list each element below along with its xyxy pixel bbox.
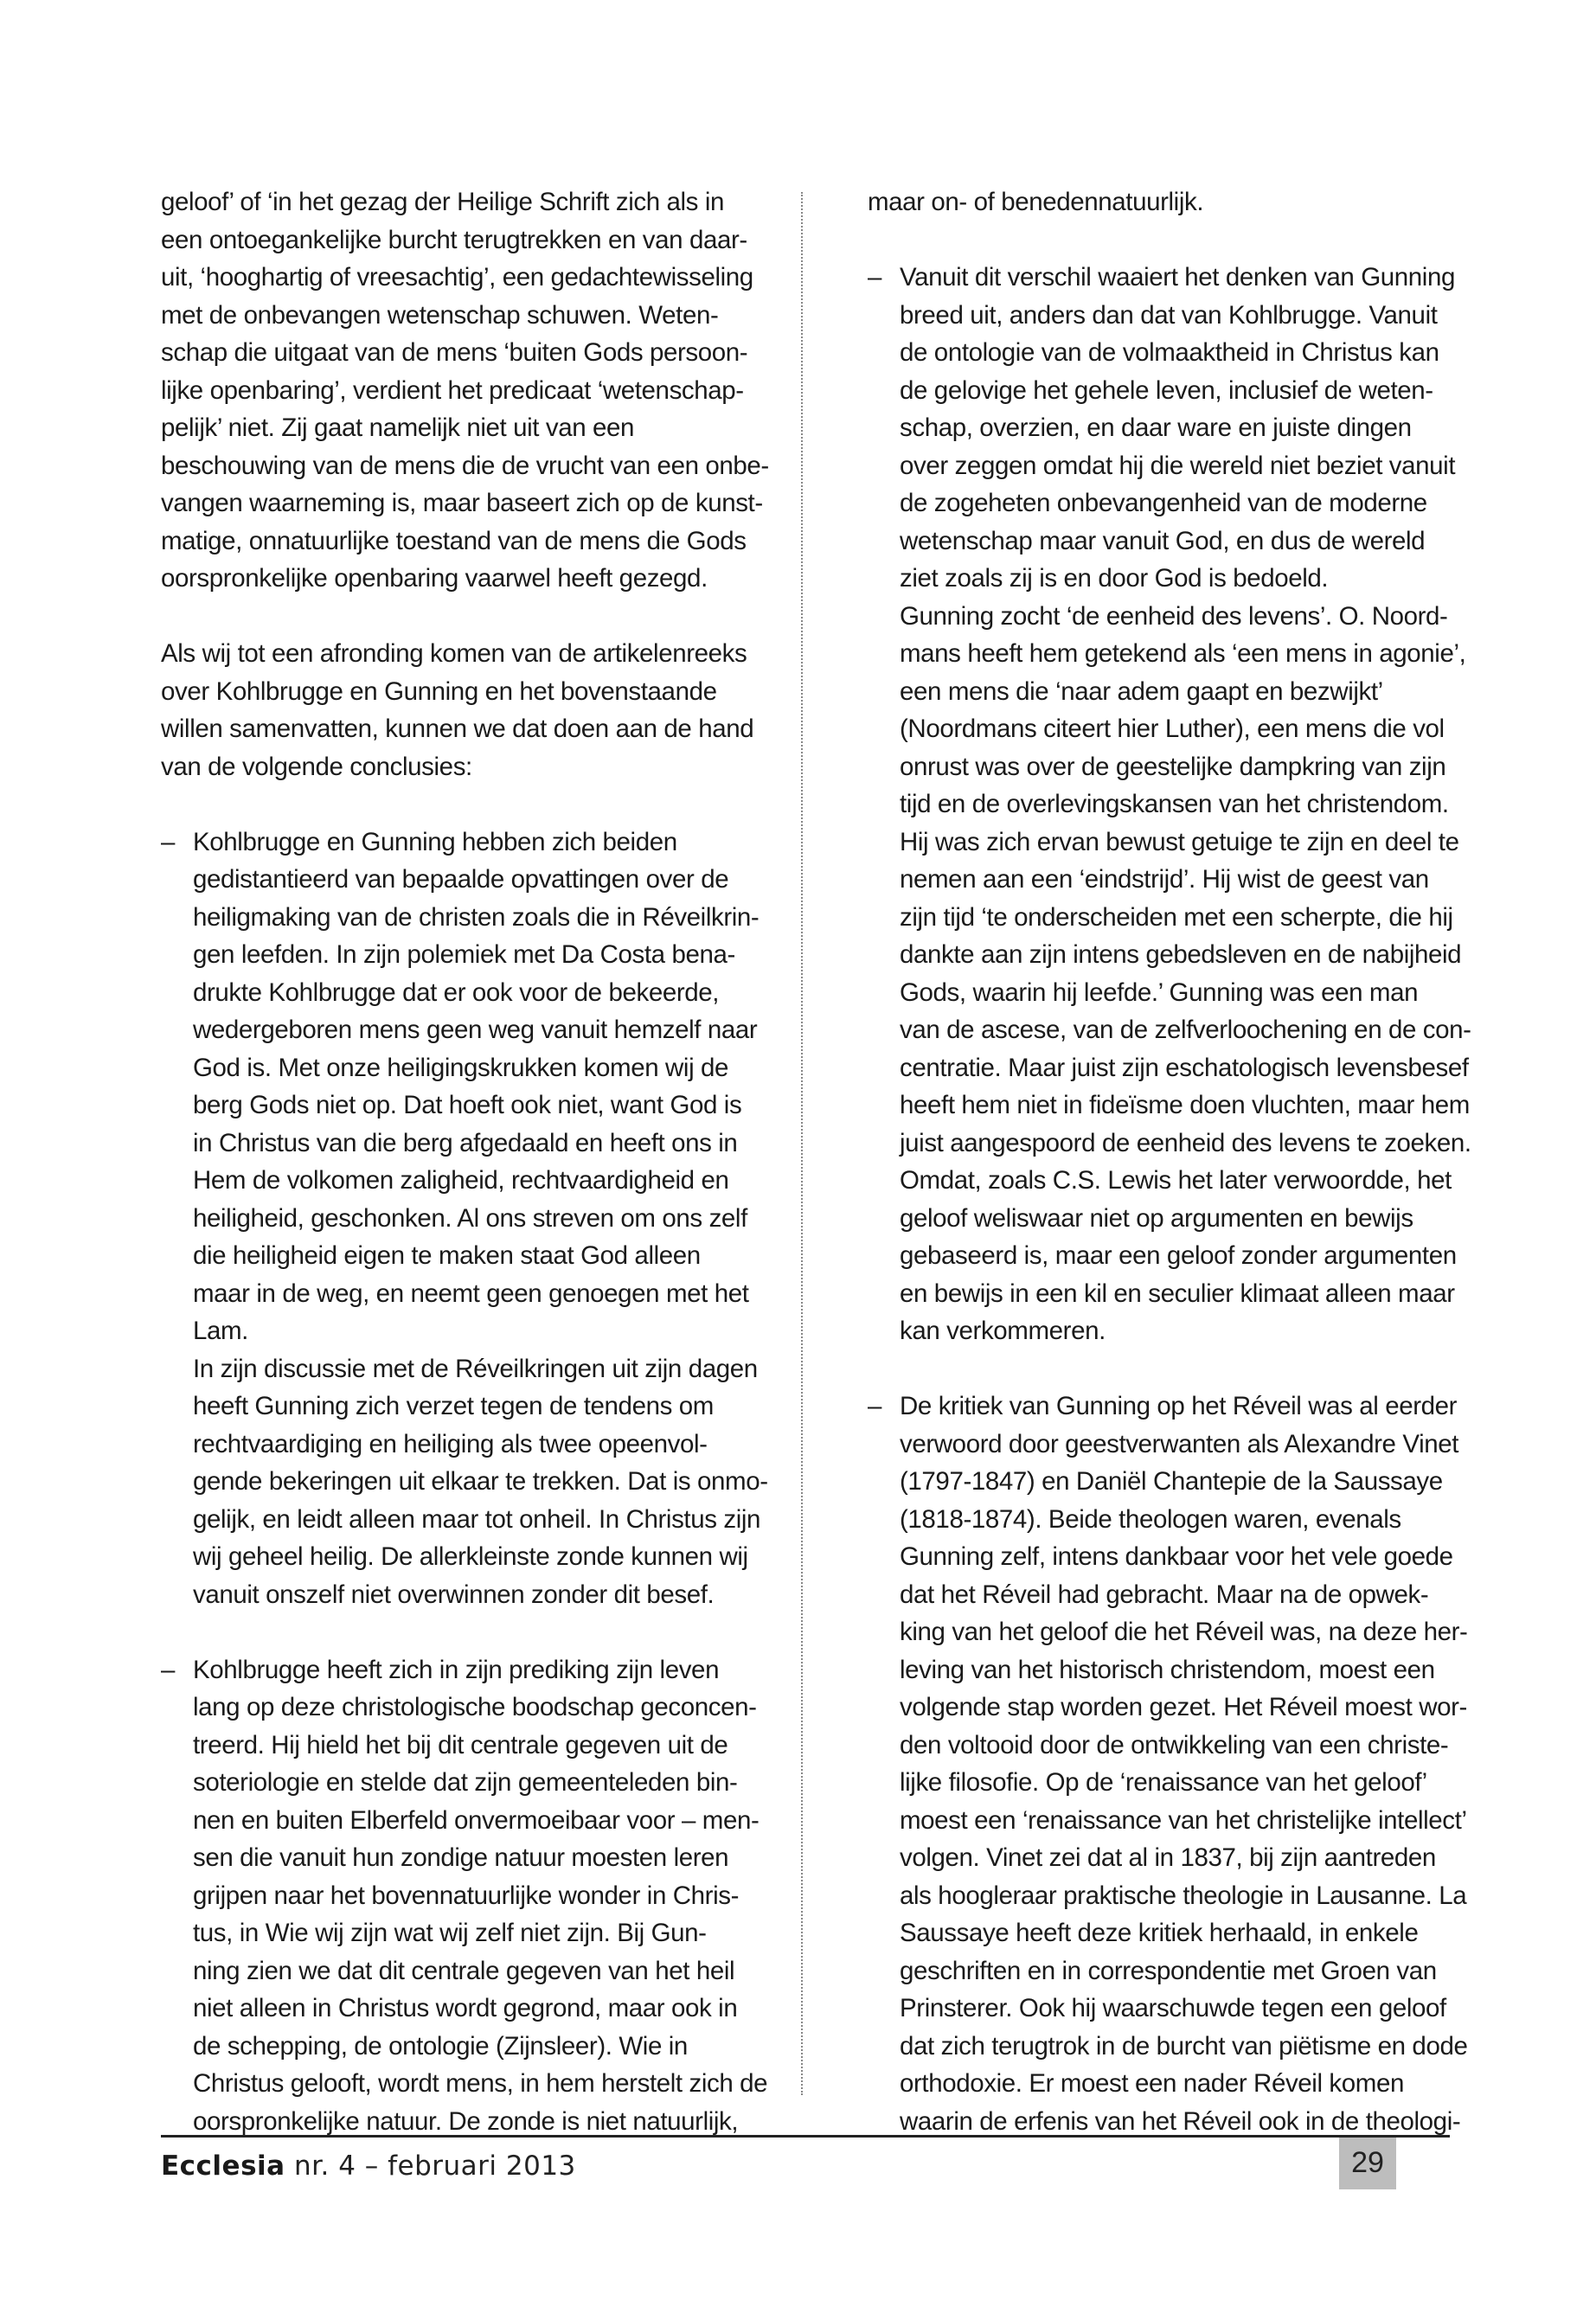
- text-line: heiligmaking van de christen zoals die in Réveilkrin-: [193, 902, 760, 932]
- text-line: dat het Réveil had gebracht. Maar na de opwek-: [900, 1580, 1429, 1609]
- text-line: heiligheid, geschonken. Al ons streven om ons zelf: [193, 1203, 747, 1233]
- text-line: vangen waarneming is, maar baseert zich op de kunst-: [161, 489, 763, 517]
- text-line: soteriologie en stelde dat zijn gemeenteleden bin-: [193, 1768, 738, 1797]
- text-line: waarin de erfenis van het Réveil ook in de theologi-: [900, 2106, 1461, 2136]
- text-line: (1818-1874). Beide theologen waren, evenals: [900, 1504, 1401, 1534]
- text-line: volgen. Vinet zei dat al in 1837, bij zijn aantreden: [900, 1843, 1436, 1872]
- text-line: die heiligheid eigen te maken staat God alleen: [193, 1241, 701, 1270]
- text-line: lang op deze christologische boodschap geconcen-: [193, 1693, 757, 1721]
- text-line: wij geheel heilig. De allerkleinste zonde kunnen wij: [193, 1542, 748, 1571]
- text-line: een ontoegankelijke burcht terugtrekken en van daar-: [161, 225, 747, 254]
- text-line: dankte aan zijn intens gebedsleven en de nabijheid: [900, 940, 1462, 969]
- list-item: [868, 1388, 1468, 2140]
- text-line: Hem de volkomen zaligheid, rechtvaardigheid en: [193, 1166, 729, 1195]
- text-line: geloof’ of ‘in het gezag der Heilige Schrift zich als in: [161, 188, 724, 216]
- text-line: Omdat, zoals C.S. Lewis het later verwoordde, het: [900, 1166, 1452, 1195]
- text-line: een mens die ‘naar adem gaapt en bezwijkt’: [900, 676, 1383, 706]
- list-item: [868, 259, 1471, 1350]
- text-line: Gunning zocht ‘de eenheid des levens’. O. Noord-: [900, 601, 1448, 631]
- text-line: mans heeft hem getekend als ‘een mens in agonie’,: [900, 639, 1466, 668]
- text-line: sen die vanuit hun zondige natuur moesten leren: [193, 1843, 729, 1872]
- text-line: over zeggen omdat hij die wereld niet beziet vanuit: [900, 451, 1456, 480]
- text-line: uit, ‘hooghartig of vreesachtig’, een gedachtewisseling: [161, 263, 753, 292]
- text-line: Saussaye heeft deze kritiek herhaald, in enkele: [900, 1919, 1419, 1947]
- text-line: (1797-1847) en Daniël Chantepie de la Saussaye: [900, 1467, 1443, 1496]
- text-line: Vanuit dit verschil waaiert het denken van Gunning: [900, 263, 1455, 292]
- text-line: gebaseerd is, maar een geloof zonder argumenten: [900, 1241, 1457, 1270]
- text-line: van de ascese, van de zelfverloochening en de con-: [900, 1016, 1471, 1044]
- list-dash: –: [161, 827, 176, 856]
- text-line: treerd. Hij hield het bij dit centrale gegeven uit de: [193, 1730, 728, 1759]
- paragraph: [161, 183, 784, 598]
- footer-publication: [161, 2150, 576, 2182]
- text-line: van de volgende conclusies:: [161, 752, 472, 781]
- text-line: beschouwing van de mens die de vrucht van een onbe-: [161, 451, 769, 480]
- text-line: Kohlbrugge heeft zich in zijn prediking zijn leven: [193, 1655, 720, 1684]
- paragraph: [868, 183, 1465, 221]
- text-line: rechtvaardiging en heiliging als twee opeenvol-: [193, 1429, 708, 1458]
- page-number: 29: [1339, 2138, 1396, 2189]
- text-line: dat zich terugtrok in de burcht van piëtisme en dode: [900, 2031, 1468, 2061]
- text-line: lijke openbaring’, verdient het predicaat ‘wetenschap-: [161, 375, 744, 405]
- text-line: nemen aan een ‘eindstrijd’. Hij wist de geest van: [900, 865, 1429, 894]
- issue-info: nr. 4 – februari 2013: [293, 2150, 576, 2182]
- text-line: breed uit, anders dan dat van Kohlbrugge. Vanuit: [900, 300, 1438, 330]
- text-line: Prinsterer. Ook hij waarschuwde tegen een geloof: [900, 1994, 1446, 2022]
- text-line: gen leefden. In zijn polemiek met Da Costa bena-: [193, 940, 735, 969]
- text-line: oorspronkelijke openbaring vaarwel heeft gezegd.: [161, 564, 708, 593]
- text-line: wedergeboren mens geen weg vanuit hemzelf naar: [193, 1016, 758, 1044]
- text-line: Kohlbrugge en Gunning hebben zich beiden: [193, 827, 677, 856]
- right-column: [868, 183, 1471, 2140]
- text-line: kan verkommeren.: [900, 1317, 1106, 1345]
- text-line: de schepping, de ontologie (Zijnsleer). Wie in: [193, 2031, 688, 2061]
- text-line: vanuit onszelf niet overwinnen zonder dit besef.: [193, 1580, 715, 1609]
- text-line: Gods, waarin hij leefde.’ Gunning was een man: [900, 977, 1419, 1007]
- text-line: lijke filosofie. Op de ‘renaissance van het geloof’: [900, 1768, 1427, 1797]
- text-line: (Noordmans citeert hier Luther), een mens die vol: [900, 715, 1445, 743]
- text-line: verwoord door geestverwanten als Alexandre Vinet: [900, 1429, 1459, 1458]
- text-line: De kritiek van Gunning op het Réveil was al eerder: [900, 1392, 1458, 1420]
- text-line: tijd en de overlevingskansen van het christendom.: [900, 790, 1449, 818]
- text-line: schap, overzien, en daar ware en juiste dingen: [900, 413, 1412, 442]
- text-line: nen en buiten Elberfeld onvermoeibaar voor – men-: [193, 1805, 760, 1835]
- paragraph: [161, 635, 784, 785]
- text-line: heeft hem niet in fideïsme doen vluchten, maar hem: [900, 1091, 1470, 1119]
- text-line: God is. Met onze heiligingskrukken komen wij de: [193, 1053, 729, 1082]
- text-line: orthodoxie. Er moest een nader Réveil komen: [900, 2069, 1404, 2098]
- text-line: pelijk’ niet. Zij gaat namelijk niet uit van een: [161, 413, 635, 442]
- text-line: oorspronkelijke natuur. De zonde is niet natuurlijk,: [193, 2106, 739, 2136]
- text-line: Christus gelooft, wordt mens, in hem herstelt zich de: [193, 2069, 768, 2098]
- list-dash: –: [161, 1655, 176, 1684]
- footer-rule: [161, 2135, 1450, 2138]
- text-line: willen samenvatten, kunnen we dat doen aan de hand: [161, 715, 754, 743]
- left-column: [161, 183, 784, 2140]
- text-line: wetenschap maar vanuit God, en dus de wereld: [900, 526, 1426, 555]
- paragraph-gap: [161, 1613, 784, 1651]
- text-line: ning zien we dat dit centrale gegeven van het heil: [193, 1956, 735, 1985]
- text-line: Lam.: [193, 1317, 248, 1345]
- text-line: onrust was over de geestelijke dampkring van zijn: [900, 752, 1446, 781]
- column-divider: [801, 192, 803, 2095]
- text-line: gelijk, en leidt alleen maar tot onheil. In Christus zijn: [193, 1504, 761, 1534]
- text-line: als hoogleraar praktische theologie in Lausanne. La: [900, 1881, 1467, 1910]
- text-line: In zijn discussie met de Réveilkringen uit zijn dagen: [193, 1354, 758, 1383]
- text-line: Gunning zelf, intens dankbaar voor het vele goede: [900, 1542, 1453, 1571]
- text-line: en bewijs in een kil en seculier klimaat alleen maar: [900, 1279, 1455, 1308]
- paragraph-gap: [868, 221, 1465, 260]
- text-line: Hij was zich ervan bewust getuige te zijn en deel te: [900, 827, 1459, 856]
- text-line: den voltooid door de ontwikkeling van een christe-: [900, 1730, 1449, 1759]
- text-line: zijn tijd ‘te onderscheiden met een scherpte, die hij: [900, 902, 1453, 932]
- text-line: Als wij tot een afronding komen van de artikelenreeks: [161, 639, 747, 668]
- text-line: de zogeheten onbevangenheid van de moderne: [900, 489, 1427, 517]
- text-line: heeft Gunning zich verzet tegen de tendens om: [193, 1392, 714, 1420]
- text-line: berg Gods niet op. Dat hoeft ook niet, want God is: [193, 1091, 742, 1119]
- text-line: grijpen naar het bovennatuurlijke wonder in Chris-: [193, 1881, 740, 1910]
- text-line: geschriften en in correspondentie met Groen van: [900, 1956, 1437, 1985]
- text-line: maar in de weg, en neemt geen genoegen met het: [193, 1279, 749, 1308]
- text-line: gende bekeringen uit elkaar te trekken. Dat is onmo-: [193, 1467, 768, 1496]
- text-line: drukte Kohlbrugge dat er ook voor de bekeerde,: [193, 977, 720, 1007]
- text-line: de gelovige het gehele leven, inclusief de weten-: [900, 375, 1433, 405]
- list-dash: –: [868, 1392, 882, 1420]
- text-line: de ontologie van de volmaaktheid in Christus kan: [900, 338, 1439, 367]
- text-line: gedistantieerd van bepaalde opvattingen over de: [193, 865, 729, 894]
- text-line: volgende stap worden gezet. Het Réveil moest wor-: [900, 1693, 1467, 1721]
- text-line: juist aangespoord de eenheid des levens te zoeken.: [900, 1128, 1471, 1157]
- paragraph-gap: [868, 1350, 1465, 1388]
- text-line: in Christus van die berg afgedaald en heeft ons in: [193, 1128, 738, 1157]
- text-line: schap die uitgaat van de mens ‘buiten Gods persoon-: [161, 338, 748, 367]
- magazine-name: Ecclesia: [161, 2150, 285, 2182]
- list-item: [161, 1651, 784, 2141]
- list-item: [161, 824, 784, 1614]
- text-line: moest een ‘renaissance van het christelijke intellect’: [900, 1805, 1467, 1835]
- text-line: matige, onnatuurlijke toestand van de mens die Gods: [161, 526, 747, 555]
- text-line: tus, in Wie wij zijn wat wij zelf niet zijn. Bij Gun-: [193, 1919, 707, 1947]
- text-line: met de onbevangen wetenschap schuwen. Weten-: [161, 300, 719, 330]
- text-line: niet alleen in Christus wordt gegrond, maar ook in: [193, 1994, 738, 2022]
- paragraph-gap: [161, 785, 784, 824]
- text-line: leving van het historisch christendom, moest een: [900, 1655, 1435, 1684]
- text-line: ziet zoals zij is en door God is bedoeld.: [900, 564, 1329, 593]
- paragraph-gap: [161, 598, 784, 636]
- text-line: geloof weliswaar niet op argumenten en bewijs: [900, 1203, 1413, 1233]
- text-line: over Kohlbrugge en Gunning en het bovenstaande: [161, 676, 717, 706]
- text-line: maar on- of benedennatuurlijk.: [868, 188, 1204, 216]
- list-dash: –: [868, 263, 882, 292]
- text-line: king van het geloof die het Réveil was, na deze her-: [900, 1618, 1468, 1646]
- text-line: centratie. Maar juist zijn eschatologisch levensbesef: [900, 1053, 1469, 1082]
